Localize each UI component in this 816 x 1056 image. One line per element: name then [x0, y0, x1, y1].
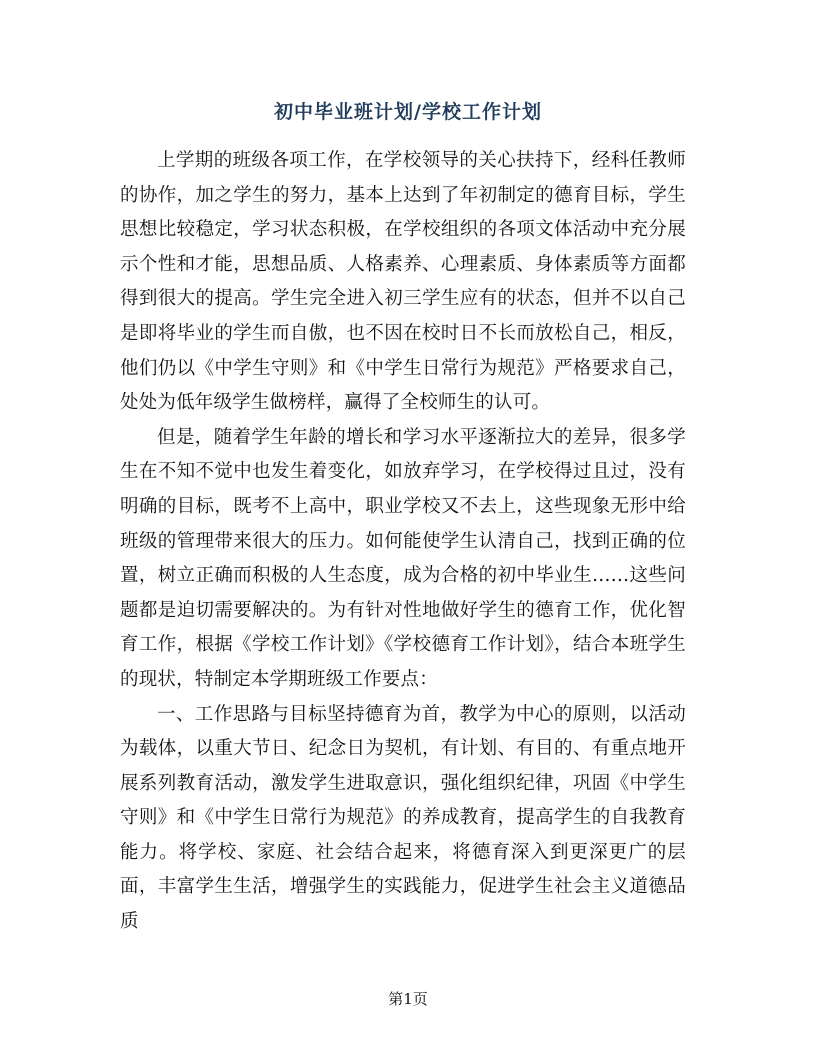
page-number: 第1页 — [388, 990, 428, 1008]
document-title: 初中毕业班计划/学校工作计划 — [274, 101, 542, 123]
paragraph-2: 但是，随着学生年龄的增长和学习水平逐渐拉大的差异，很多学生在不知不觉中也发生着变化，如放弃学习，在学校得过且过，没有明确的目标，既考不上高中，职业学校又不去上，这些现象无形中给班级的管理带来很大的压力。如何能使学生认清自己，找到正确的位置，树立正确而积极的人生态度，成为合格的初中毕业生……这些问题都是迫切需要解决的。为有针对性地做好学生的德育工作，优化智育工作，根据《学校工作计划》《学校德育工作计划》，结合本班学生的现状，特制定本学期班级工作要点： — [120, 426, 686, 690]
paragraph-3: 一、工作思路与目标坚持德育为首，教学为中心的原则，以活动为载体，以重大节日、纪念日为契机，有计划、有目的、有重点地开展系列教育活动，激发学生进取意识，强化组织纪律，巩固《中学生守则》和《中学生日常行为规范》的养成教育，提高学生的自我教育能力。将学校、家庭、社会结合起来，将德育深入到更深更广的层面，丰富学生生活，增强学生的实践能力，促进学生社会主义道德品质 — [120, 703, 686, 933]
document-body — [120, 144, 686, 940]
paragraph-1: 上学期的班级各项工作，在学校领导的关心扶持下，经科任教师的协作，加之学生的努力，基本上达到了年初制定的德育目标，学生思想比较稳定，学习状态积极，在学校组织的各项文体活动中充分展示个性和才能，思想品质、人格素养、心理素质、身体素质等方面都得到很大的提高。学生完全进入初三学生应有的状态，但并不以自己是即将毕业的学生而自傲，也不因在校时日不长而放松自己，相反，他们仍以《中学生守则》和《中学生日常行为规范》严格要求自己，处处为低年级学生做榜样，赢得了全校师生的认可。 — [120, 150, 686, 414]
